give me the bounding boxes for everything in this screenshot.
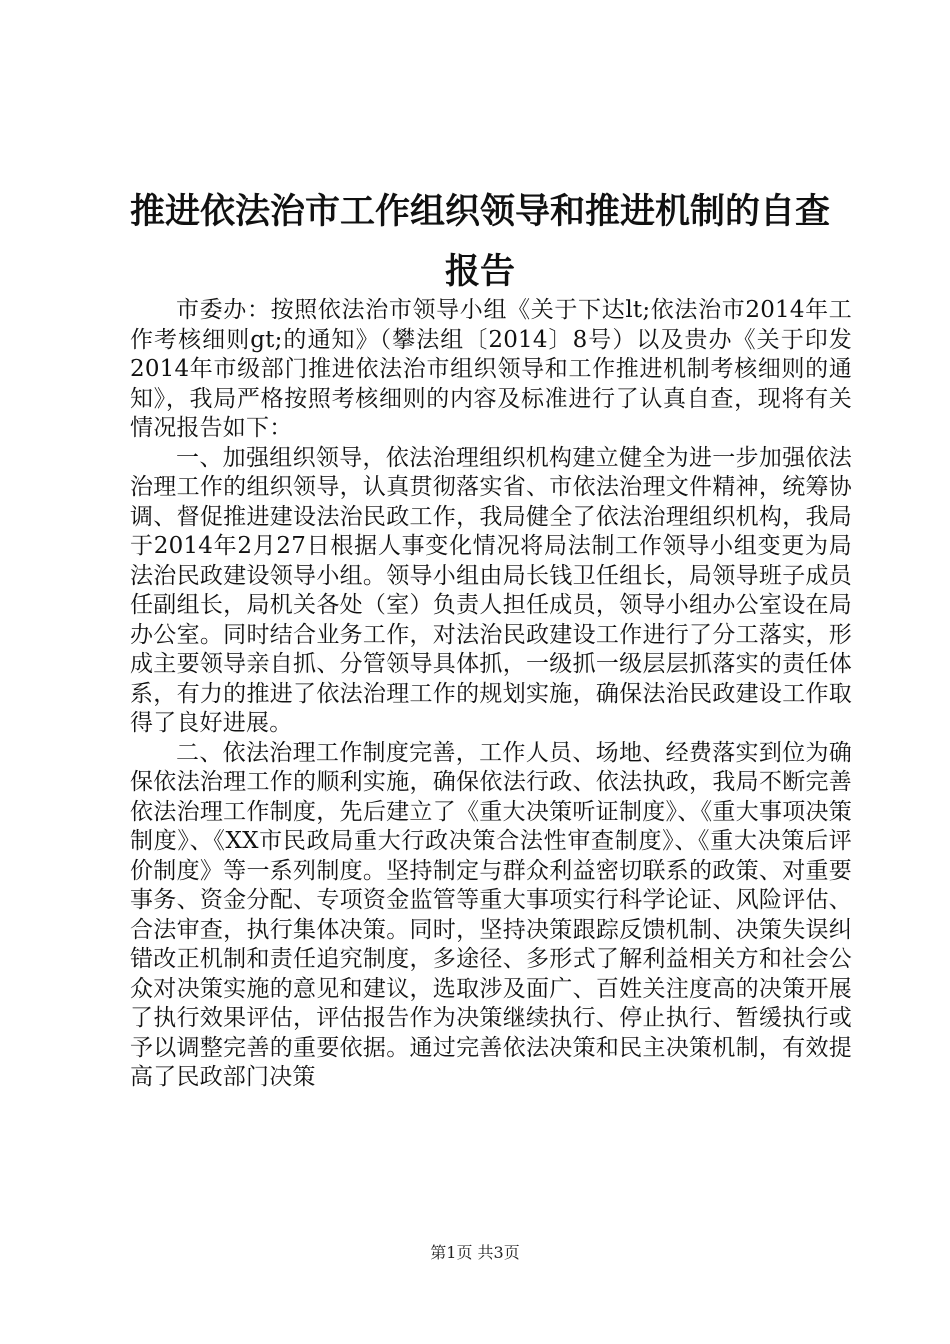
page-footer: 第1页 共3页 bbox=[430, 1243, 520, 1262]
document-title bbox=[110, 182, 850, 302]
paragraph-section-1: 一、加强组织领导，依法治理组织机构建立健全为进一步加强依法治理工作的组织领导，认真贯彻落实省、市依法治理文件精神，统筹协调、督促推进建设法治民政工作，我局健全了依法治理组织机构，我局于2014年2月27日根据人事变化情况将局法制工作领导小组变更为局法治民政建设领导小组。领导小组由局长钱卫任组长，局领导班子成员任副组长，局机关各处（室）负责人担任成员，领导小组办公室设在局办公室。同时结合业务工作，对法治民政建设工作进行了分工落实，形成主要领导亲自抓、分管领导具体抓，一级抓一级层层抓落实的责任体系，有力的推进了依法治理工作的规划实施，确保法治民政建设工作取得了良好进展。 bbox=[130, 444, 852, 736]
title-line-2: 报告 bbox=[444, 251, 515, 292]
document-body bbox=[130, 296, 852, 1093]
title-line-1: 推进依法治市工作组织领导和推进机制的自查 bbox=[129, 191, 830, 232]
paragraph-section-2: 二、依法治理工作制度完善，工作人员、场地、经费落实到位为确保依法治理工作的顺利实施，确保依法行政、依法执政，我局不断完善依法治理工作制度，先后建立了《重大决策听证制度》、《重大事项决策制度》、《XX市民政局重大行政决策合法性审查制度》、《重大决策后评价制度》等一系列制度。坚持制定与群众利益密切联系的政策、对重要事务、资金分配、专项资金监管等重大事项实行科学论证、风险评估、合法审查，执行集体决策。同时，坚持决策跟踪反馈机制、决策失误纠错改正机制和责任追究制度，多途径、多形式了解利益相关方和社会公众对决策实施的意见和建议，选取涉及面广、百姓关注度高的决策开展了执行效果评估，评估报告作为决策继续执行、停止执行、暂缓执行或予以调整完善的重要依据。通过完善依法决策和民主决策机制，有效提高了民政部门决策 bbox=[130, 739, 852, 1090]
paragraph-intro: 市委办：按照依法治市领导小组《关于下达lt;依法治市2014年工作考核细则gt;的通知》（攀法组〔2014〕8号）以及贵办《关于印发2014年市级部门推进依法治市组织领导和工作推进机制考核细则的通知》，我局严格按照考核细则的内容及标准进行了认真自查，现将有关情况报告如下： bbox=[130, 297, 852, 441]
